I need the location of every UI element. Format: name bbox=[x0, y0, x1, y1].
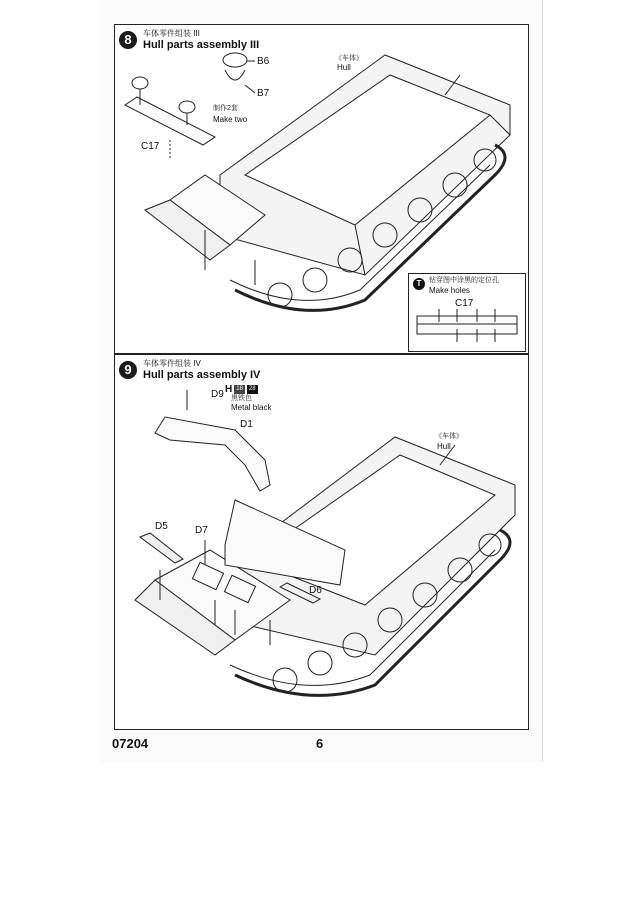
label-d7: D7 bbox=[195, 525, 208, 536]
step-8-title-zh: 车体零件组装 III bbox=[143, 29, 200, 38]
hull-label-zh: 《车体》 bbox=[335, 55, 363, 62]
inset-title-zh: 钻穿图中涂黑的定位孔 bbox=[429, 277, 499, 284]
step-8-number: 8 bbox=[119, 31, 137, 49]
label-d1: D1 bbox=[240, 419, 253, 430]
hull-label-en: Hull bbox=[337, 63, 351, 72]
step-9-title-en: Hull parts assembly IV bbox=[143, 369, 261, 381]
label-d9: D9 bbox=[211, 389, 224, 400]
part-b7 bbox=[225, 70, 245, 80]
label-b7: B7 bbox=[257, 88, 270, 99]
product-code: 07204 bbox=[112, 736, 149, 751]
step-9-panel bbox=[114, 354, 529, 730]
step-8-panel bbox=[114, 24, 529, 354]
drill-icon: T bbox=[413, 278, 425, 290]
label-b6: B6 bbox=[257, 56, 270, 67]
step-8-title-en: Hull parts assembly III bbox=[143, 39, 260, 51]
part-d5 bbox=[140, 533, 183, 563]
paint-name-en: Metal black bbox=[231, 403, 272, 412]
paint-name-zh: 黑铁色 bbox=[231, 395, 252, 402]
label-c17: C17 bbox=[141, 141, 160, 152]
make-two-en: Make two bbox=[213, 115, 248, 124]
page-number: 6 bbox=[316, 736, 324, 751]
hull-label-zh: 《车体》 bbox=[435, 433, 463, 440]
label-d6: D6 bbox=[309, 585, 322, 596]
make-holes-inset bbox=[408, 273, 526, 352]
make-holes-diagram bbox=[409, 274, 525, 351]
part-b6 bbox=[223, 53, 247, 67]
lifting-lug-right bbox=[179, 101, 195, 113]
paint-code-1: 18 bbox=[236, 386, 243, 392]
label-d5: D5 bbox=[155, 521, 168, 532]
inset-title-en: Make holes bbox=[429, 286, 470, 295]
inset-part-c17: C17 bbox=[455, 298, 474, 309]
step-9-number: 9 bbox=[119, 361, 137, 379]
paint-code-2: 28 bbox=[248, 386, 256, 392]
hull-label-en: Hull bbox=[437, 442, 451, 451]
part-c17 bbox=[125, 97, 215, 145]
lifting-lug-left bbox=[132, 77, 148, 89]
paint-letter: H bbox=[225, 384, 233, 395]
step-9-title-zh: 车体零件组装 IV bbox=[143, 359, 201, 368]
hull-assembly-4-drawing bbox=[115, 355, 528, 729]
make-two-zh: 制作2套 bbox=[213, 105, 238, 112]
